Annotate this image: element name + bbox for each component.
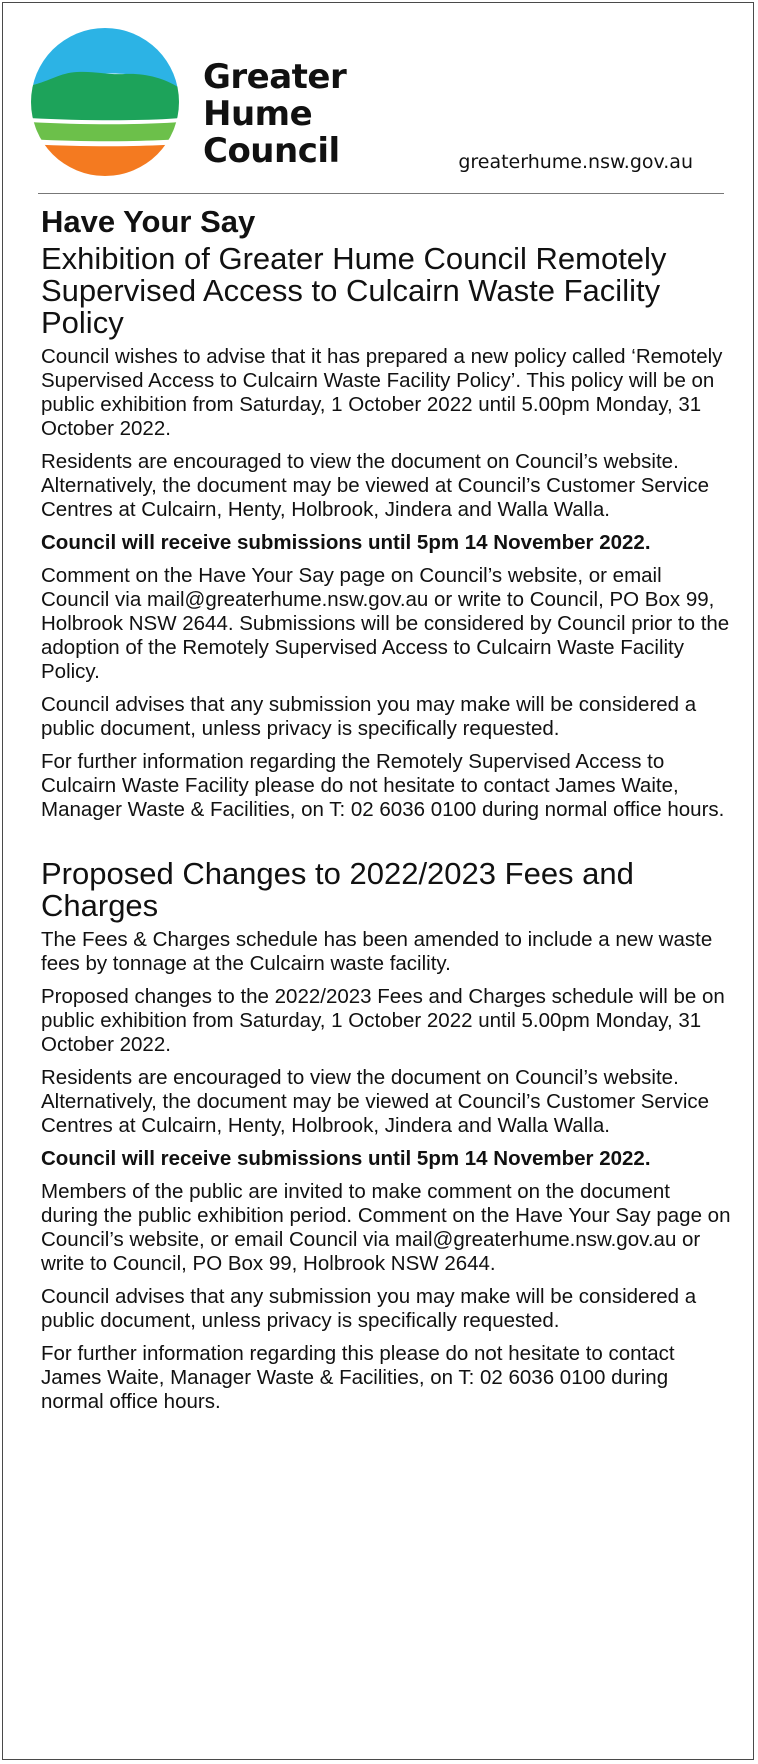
section-1-paragraph: For further information regarding the Remotely Supervised Access to Culcairn Waste Facility please do not hesitate to contact James Waite, Manager Waste & Facilities, on T: 02 6036 0100 during normal office hours. xyxy=(41,750,725,821)
section-1-submission-deadline: Council will receive submissions until 5pm 14 November 2022. xyxy=(41,531,651,554)
section-1-paragraph: Council wishes to advise that it has prepared a new policy called ‘Remotely Supervised Access to Culcairn Waste Facility Policy’. This policy will be on public exhibition from Saturday, 1 October 2022 until 5.00pm Monday, 31 October 2022. xyxy=(41,345,723,440)
section-1-paragraph: Comment on the Have Your Say page on Council’s website, or email Council via mail@greaterhume.nsw.gov.au or write to Council, PO Box 99, Holbrook NSW 2644. Submissions will be considered by Council prior to the adoption of the Remotely Supervised Access to Culcairn Waste Facility Policy. xyxy=(41,564,730,683)
section-2-title: Proposed Changes to 2022/2023 Fees and Charges xyxy=(41,856,634,923)
section-2-paragraph: Residents are encouraged to view the document on Council’s website. Alternatively, the document may be viewed at Council’s Customer Service Centres at Culcairn, Henty, Holbrook, Jindera and Walla Walla. xyxy=(41,1066,710,1137)
brand-line-2: Hume xyxy=(203,94,313,134)
section-1-title: Exhibition of Greater Hume Council Remotely Supervised Access to Culcairn Waste Facility Policy xyxy=(41,241,667,340)
section-2-paragraph: Members of the public are invited to make comment on the document during the public exhibition period. Comment on the Have Your Say page on Council’s website, or email Council via mail@greaterhume.nsw.gov.au or write to Council, PO Box 99, Holbrook NSW 2644. xyxy=(41,1180,731,1275)
greater-hume-landscape-logo-icon xyxy=(29,26,181,178)
main-heading: Have Your Say xyxy=(41,204,256,239)
notice-content xyxy=(41,204,731,1423)
website-url[interactable]: greaterhume.nsw.gov.au xyxy=(458,151,693,173)
brand-line-3: Council xyxy=(203,131,340,171)
section-1-paragraph: Residents are encouraged to view the document on Council’s website. Alternatively, the document may be viewed at Council’s Customer Service Centres at Culcairn, Henty, Holbrook, Jindera and Walla Walla. xyxy=(41,450,710,521)
section-2-paragraph: For further information regarding this please do not hesitate to contact James Waite, Manager Waste & Facilities, on T: 02 6036 0100 during normal office hours. xyxy=(41,1342,675,1413)
advertisement-page xyxy=(2,2,754,1760)
brand-line-1: Greater xyxy=(203,57,347,97)
section-2-paragraph: Council advises that any submission you may make will be considered a public document, unless privacy is specifically requested. xyxy=(41,1285,697,1332)
section-2-paragraph: The Fees & Charges schedule has been amended to include a new waste fees by tonnage at the Culcairn waste facility. xyxy=(41,928,713,975)
section-1-paragraph: Council advises that any submission you may make will be considered a public document, unless privacy is specifically requested. xyxy=(41,693,697,740)
header-divider xyxy=(38,193,724,194)
council-brand-name xyxy=(203,59,346,170)
section-2-paragraph: Proposed changes to the 2022/2023 Fees and Charges schedule will be on public exhibition from Saturday, 1 October 2022 until 5.00pm Monday, 31 October 2022. xyxy=(41,985,725,1056)
section-2-submission-deadline: Council will receive submissions until 5pm 14 November 2022. xyxy=(41,1147,651,1170)
